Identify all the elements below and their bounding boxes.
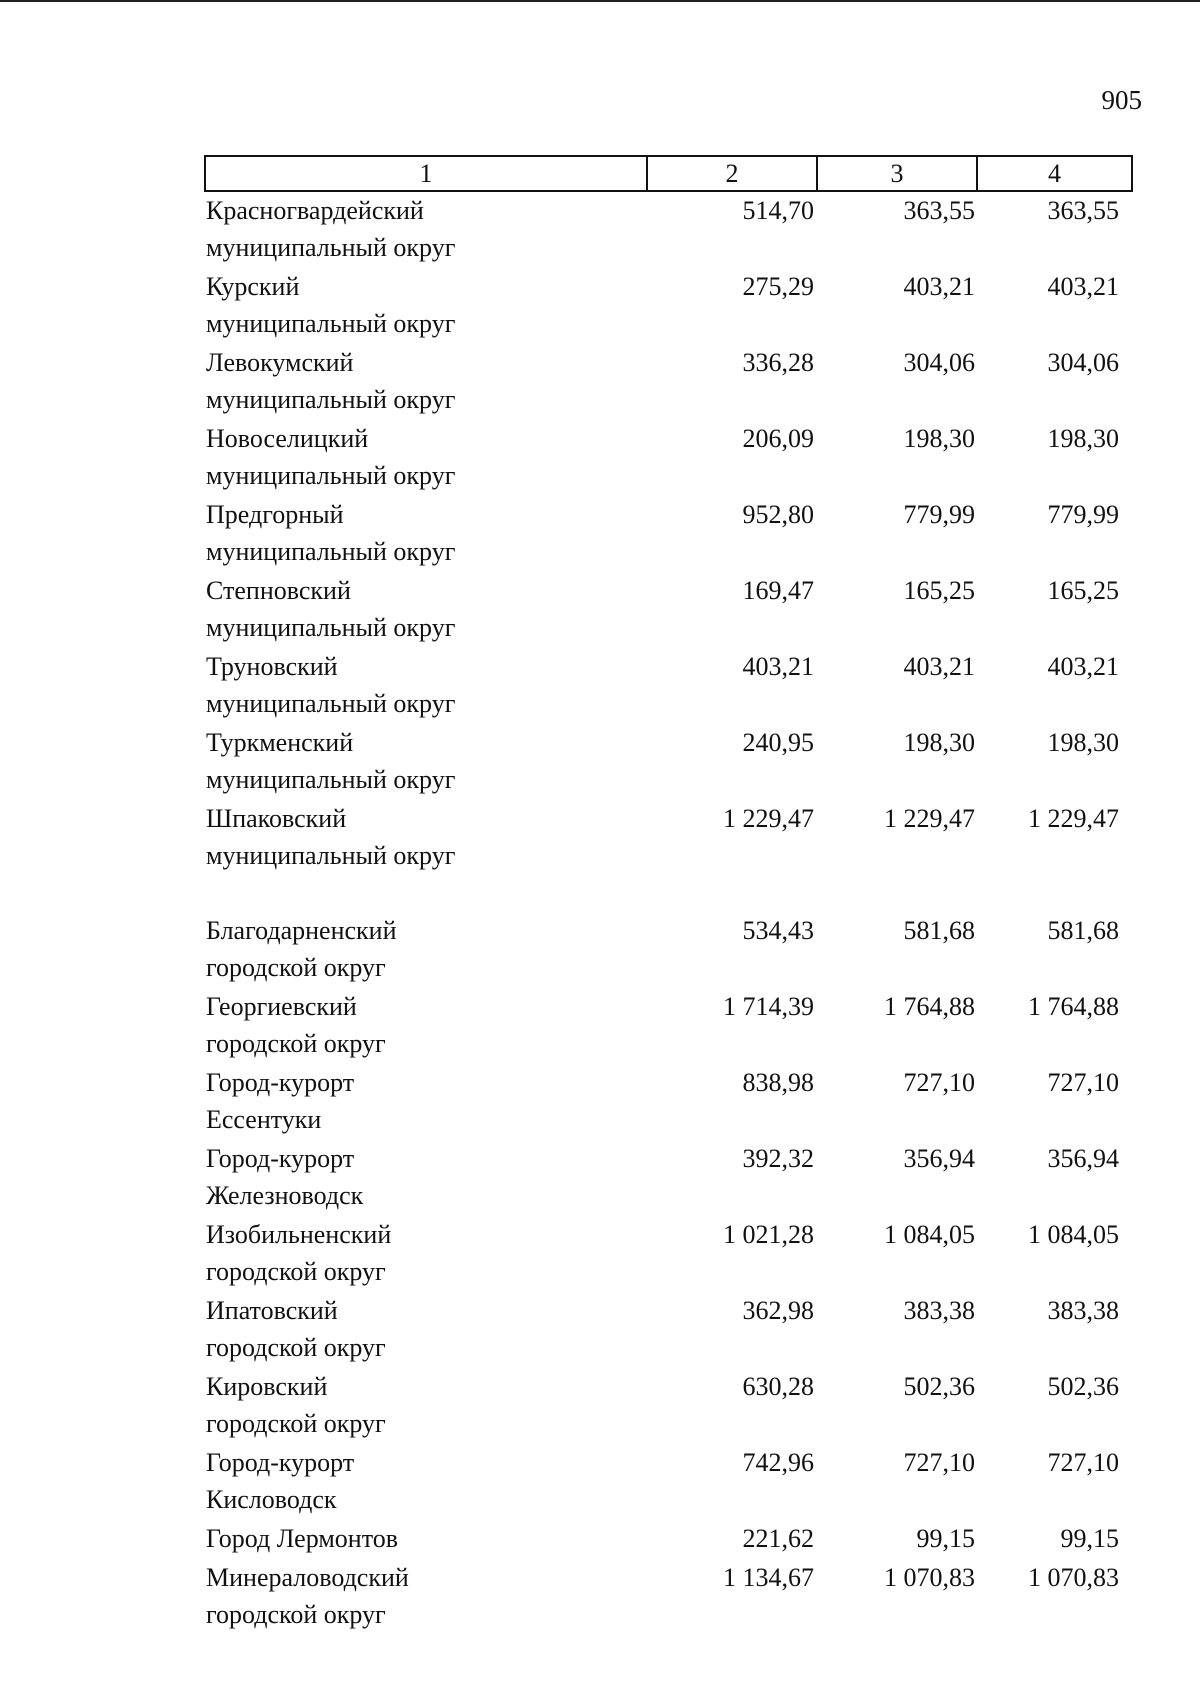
cell-col-2: 1 714,39 bbox=[723, 992, 814, 1021]
cell-col-3: 1 229,47 bbox=[884, 804, 975, 833]
cell-col-2: 362,98 bbox=[742, 1296, 814, 1325]
cell-col-3: 502,36 bbox=[903, 1372, 975, 1401]
cell-col-3: 356,94 bbox=[903, 1144, 975, 1173]
cell-col-2: 1 229,47 bbox=[723, 804, 814, 833]
row-name: Город Лермонтов bbox=[206, 1524, 398, 1553]
cell-col-2: 534,43 bbox=[742, 916, 814, 945]
cell-col-4: 304,06 bbox=[1047, 348, 1119, 377]
top-border-line bbox=[0, 0, 1200, 2]
cell-col-3: 165,25 bbox=[903, 576, 975, 605]
row-name: Левокумский муниципальный округ bbox=[206, 348, 456, 414]
row-name: Благодарненский городской округ bbox=[206, 916, 397, 982]
row-name: Георгиевский городской округ bbox=[206, 992, 386, 1058]
cell-col-2: 206,09 bbox=[742, 424, 814, 453]
table-body bbox=[206, 190, 1135, 1633]
cell-col-4: 727,10 bbox=[1047, 1448, 1119, 1477]
cell-col-4: 383,38 bbox=[1047, 1296, 1119, 1325]
cell-col-4: 403,21 bbox=[1047, 652, 1119, 681]
column-header-4: 4 bbox=[976, 157, 1131, 190]
table-row bbox=[206, 1062, 1135, 1138]
cell-col-3: 383,38 bbox=[903, 1296, 975, 1325]
cell-col-2: 240,95 bbox=[742, 728, 814, 757]
cell-col-2: 1 021,28 bbox=[723, 1220, 814, 1249]
row-name: Город-курорт Железноводск bbox=[206, 1144, 364, 1210]
row-name: Кировский городской округ bbox=[206, 1372, 386, 1438]
cell-col-4: 403,21 bbox=[1047, 272, 1119, 301]
table-row bbox=[206, 494, 1135, 570]
cell-col-3: 99,15 bbox=[916, 1524, 975, 1553]
cell-col-3: 198,30 bbox=[903, 424, 975, 453]
cell-col-2: 742,96 bbox=[742, 1448, 814, 1477]
cell-col-2: 275,29 bbox=[742, 272, 814, 301]
row-name: Шпаковский муниципальный округ bbox=[206, 804, 456, 870]
row-name: Туркменский муниципальный округ bbox=[206, 728, 456, 794]
cell-col-4: 779,99 bbox=[1047, 500, 1119, 529]
table-row bbox=[206, 1557, 1135, 1633]
row-name: Предгорный муниципальный округ bbox=[206, 500, 456, 566]
cell-col-4: 356,94 bbox=[1047, 1144, 1119, 1173]
table-header-row bbox=[204, 155, 1133, 192]
cell-col-2: 630,28 bbox=[742, 1372, 814, 1401]
table-row bbox=[206, 646, 1135, 722]
cell-col-3: 363,55 bbox=[903, 196, 975, 225]
cell-col-4: 1 229,47 bbox=[1028, 804, 1119, 833]
column-header-3: 3 bbox=[816, 157, 976, 190]
cell-col-2: 221,62 bbox=[742, 1524, 814, 1553]
row-name: Новоселицкий муниципальный округ bbox=[206, 424, 456, 490]
cell-col-4: 1 764,88 bbox=[1028, 992, 1119, 1021]
cell-col-3: 1 084,05 bbox=[884, 1220, 975, 1249]
cell-col-4: 727,10 bbox=[1047, 1068, 1119, 1097]
cell-col-3: 1 764,88 bbox=[884, 992, 975, 1021]
table-row bbox=[206, 1366, 1135, 1442]
cell-col-4: 99,15 bbox=[1060, 1524, 1119, 1553]
cell-col-4: 1 084,05 bbox=[1028, 1220, 1119, 1249]
table-row bbox=[206, 1442, 1135, 1518]
cell-col-3: 727,10 bbox=[903, 1068, 975, 1097]
cell-col-4: 1 070,83 bbox=[1028, 1563, 1119, 1592]
cell-col-3: 727,10 bbox=[903, 1448, 975, 1477]
cell-col-3: 403,21 bbox=[903, 652, 975, 681]
cell-col-2: 514,70 bbox=[742, 196, 814, 225]
cell-col-4: 165,25 bbox=[1047, 576, 1119, 605]
row-name: Город-курорт Ессентуки bbox=[206, 1068, 355, 1134]
row-name: Город-курорт Кисловодск bbox=[206, 1448, 355, 1514]
row-name: Изобильненский городской округ bbox=[206, 1220, 392, 1286]
row-name: Труновский муниципальный округ bbox=[206, 652, 456, 718]
row-name: Степновский муниципальный округ bbox=[206, 576, 456, 642]
cell-col-2: 336,28 bbox=[742, 348, 814, 377]
cell-col-4: 363,55 bbox=[1047, 196, 1119, 225]
group-spacer bbox=[206, 874, 1135, 910]
table-row bbox=[206, 570, 1135, 646]
cell-col-2: 392,32 bbox=[742, 1144, 814, 1173]
table-row bbox=[206, 1214, 1135, 1290]
column-header-2: 2 bbox=[646, 157, 816, 190]
row-name: Минераловодский городской округ bbox=[206, 1563, 409, 1629]
cell-col-2: 403,21 bbox=[742, 652, 814, 681]
table-row bbox=[206, 342, 1135, 418]
cell-col-4: 581,68 bbox=[1047, 916, 1119, 945]
table-row bbox=[206, 910, 1135, 986]
cell-col-2: 952,80 bbox=[742, 500, 814, 529]
cell-col-3: 403,21 bbox=[903, 272, 975, 301]
table-row bbox=[206, 798, 1135, 874]
cell-col-3: 1 070,83 bbox=[884, 1563, 975, 1592]
cell-col-3: 581,68 bbox=[903, 916, 975, 945]
table-row bbox=[206, 1138, 1135, 1214]
table-row bbox=[206, 418, 1135, 494]
cell-col-4: 198,30 bbox=[1047, 728, 1119, 757]
cell-col-3: 198,30 bbox=[903, 728, 975, 757]
table-row bbox=[206, 986, 1135, 1062]
cell-col-2: 838,98 bbox=[742, 1068, 814, 1097]
table-row bbox=[206, 266, 1135, 342]
table-row bbox=[206, 722, 1135, 798]
cell-col-3: 304,06 bbox=[903, 348, 975, 377]
table-row bbox=[206, 1518, 1135, 1557]
table-row bbox=[206, 1290, 1135, 1366]
cell-col-2: 169,47 bbox=[742, 576, 814, 605]
row-name: Ипатовский городской округ bbox=[206, 1296, 386, 1362]
page-number: 905 bbox=[1101, 85, 1142, 115]
column-header-1: 1 bbox=[419, 159, 433, 188]
cell-col-3: 779,99 bbox=[903, 500, 975, 529]
cell-col-2: 1 134,67 bbox=[723, 1563, 814, 1592]
cell-col-4: 198,30 bbox=[1047, 424, 1119, 453]
row-name: Курский муниципальный округ bbox=[206, 272, 456, 338]
table-row bbox=[206, 190, 1135, 266]
row-name: Красногвардейский муниципальный округ bbox=[206, 196, 456, 262]
cell-col-4: 502,36 bbox=[1047, 1372, 1119, 1401]
